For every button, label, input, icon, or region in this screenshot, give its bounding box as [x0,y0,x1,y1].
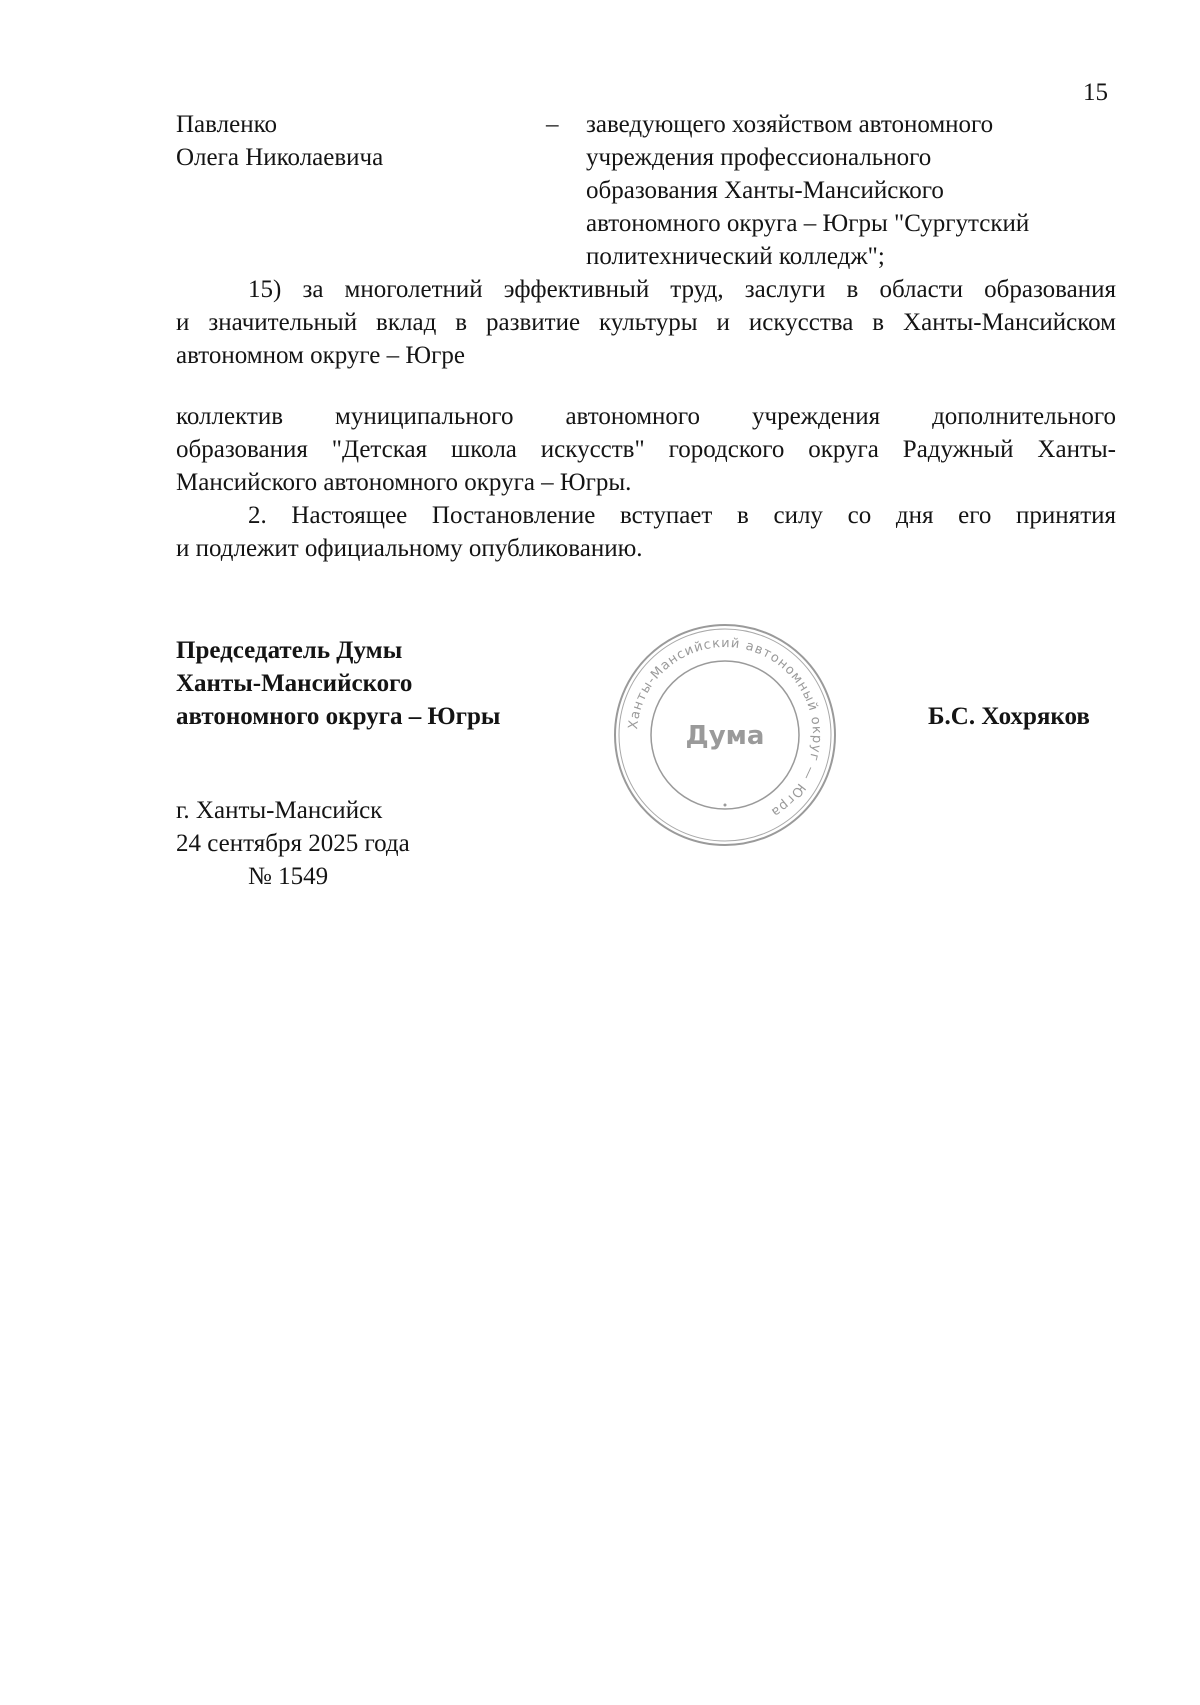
stamp-ring-text: Ханты-Мансийский автономный округ — Югра [626,635,825,821]
item-15-line: 15) за многолетний эффективный труд, заслуги в области образования [248,276,1116,303]
item-15-paragraph [176,273,1116,372]
place-date-block [176,794,410,893]
page-number: 15 [1083,79,1108,106]
stamp-center-text: Дума [685,721,765,751]
collective-line: образования "Детская школа искусств" городского округа Радужный Ханты- [176,436,1116,463]
signatory-title-line: Председатель Думы [176,637,403,664]
signatory-title [176,634,500,733]
item-15-line: автономном округе – Югре [176,342,465,369]
collective-paragraph [176,400,1116,499]
stamp-dot [724,804,727,807]
item-15-line: и значительный вклад в развитие культуры и искусства в Ханты-Мансийском [176,309,1116,336]
person-name [176,108,506,174]
signatory-title-line: автономного округа – Югры [176,703,501,730]
position-line: автономного округа – Югры "Сургутский [586,210,1030,237]
position-line: образования Ханты-Мансийского [586,177,944,204]
dash: – [546,111,559,138]
official-stamp [612,622,838,848]
person-surname: Павленко [176,111,277,138]
position-line: учреждения профессионального [586,144,932,171]
clause-2-paragraph [176,499,1116,565]
position-line: заведующего хозяйством автономного [586,111,994,138]
clause-2-line: и подлежит официальному опубликованию. [176,535,643,562]
person-first-patronymic: Олега Николаевича [176,144,384,171]
signatory-title-line: Ханты-Мансийского [176,670,413,697]
clause-2-line: 2. Настоящее Постановление вступает в силу со дня его принятия [248,502,1116,529]
collective-line: коллектив муниципального автономного учреждения дополнительного [176,403,1116,430]
collective-line: Мансийского автономного округа – Югры. [176,469,632,496]
place: г. Ханты-Мансийск [176,797,383,824]
signatory-name: Б.С. Хохряков [928,703,1090,730]
person-position [586,108,1106,273]
date: 24 сентября 2025 года [176,830,410,857]
document-number: № 1549 [248,863,329,890]
position-line: политехнический колледж"; [586,243,885,270]
